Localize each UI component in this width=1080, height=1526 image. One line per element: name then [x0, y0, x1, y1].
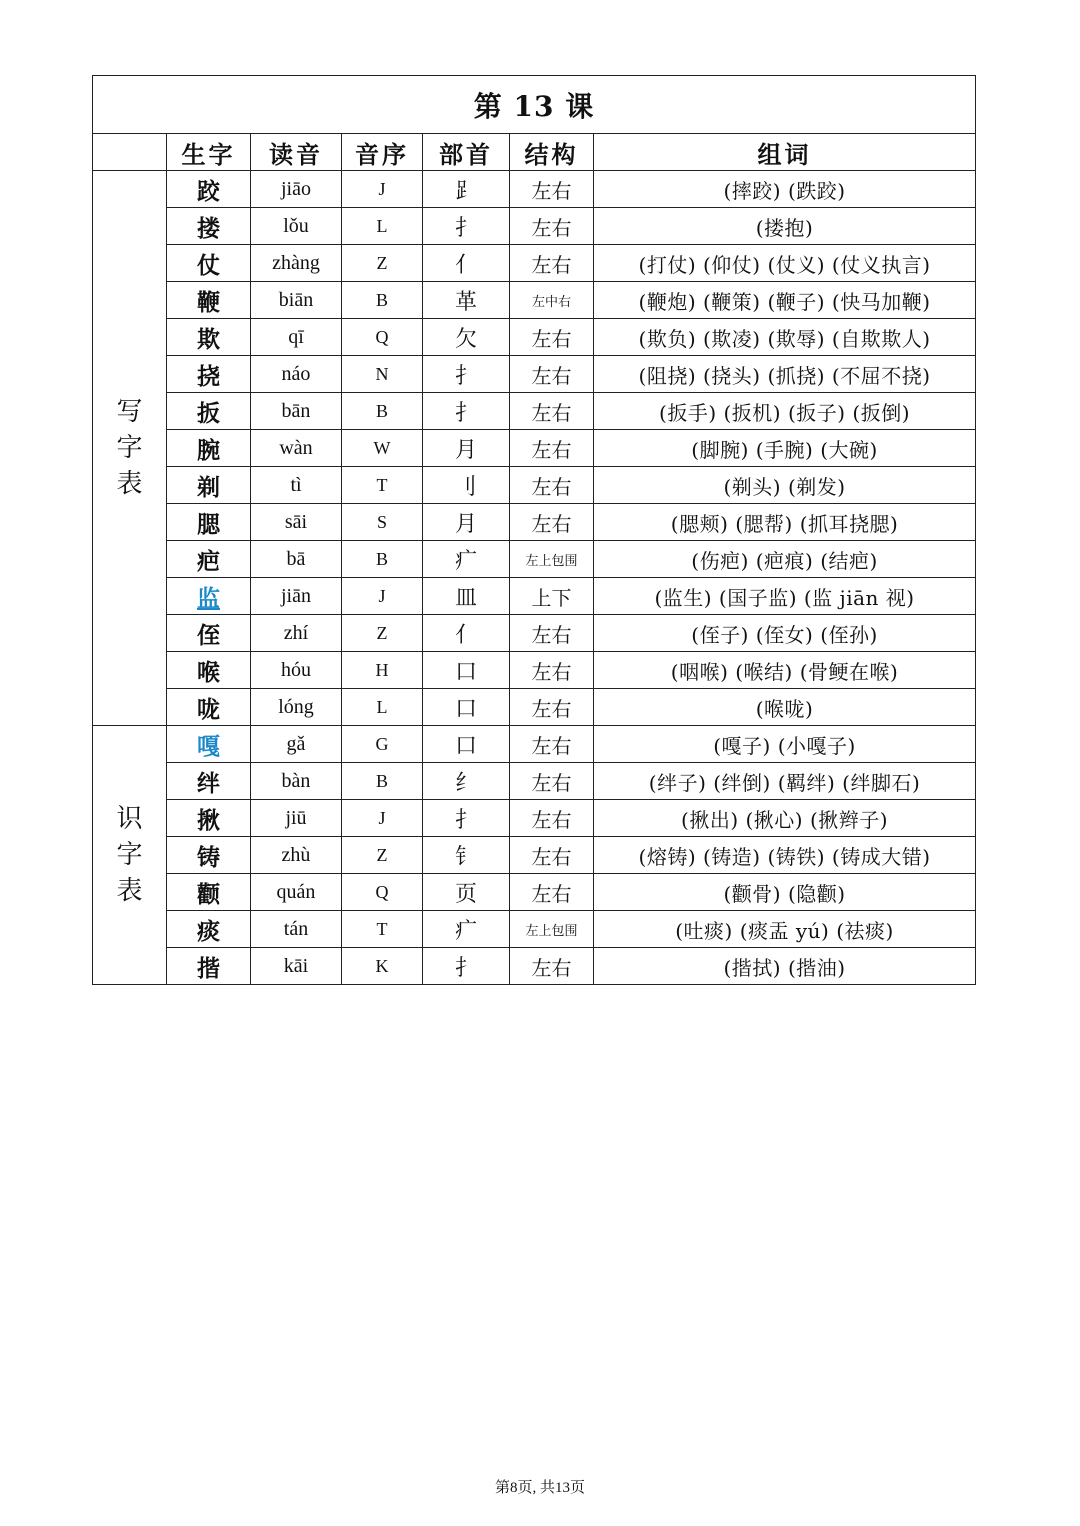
structure-cell: 左右	[510, 356, 594, 393]
pinyin-cell: lóng	[251, 689, 342, 726]
pinyin-cell: zhàng	[251, 245, 342, 282]
pinyin-cell: náo	[251, 356, 342, 393]
character-cell: 痰	[167, 911, 251, 948]
structure-cell: 左中右	[510, 282, 594, 319]
header-blank	[93, 134, 167, 171]
initial-letter-cell: S	[342, 504, 423, 541]
section-label-char: 写	[116, 397, 143, 427]
pinyin-cell: bā	[251, 541, 342, 578]
section-label-char: 表	[116, 469, 143, 499]
radical-cell: 口	[423, 689, 510, 726]
radical-cell: 口	[423, 726, 510, 763]
pinyin-cell: wàn	[251, 430, 342, 467]
pinyin-cell: jiū	[251, 800, 342, 837]
character-cell: 咙	[167, 689, 251, 726]
table-row	[93, 245, 976, 282]
pinyin-cell: kāi	[251, 948, 342, 985]
pinyin-cell: bàn	[251, 763, 342, 800]
words-cell: (腮颊) (腮帮) (抓耳挠腮)	[594, 504, 976, 541]
initial-letter-cell: B	[342, 763, 423, 800]
pinyin-cell: jiāo	[251, 171, 342, 208]
words-cell: (吐痰) (痰盂 yú) (祛痰)	[594, 911, 976, 948]
radical-cell: 扌	[423, 208, 510, 245]
words-cell: (喉咙)	[594, 689, 976, 726]
structure-cell: 左右	[510, 467, 594, 504]
section-label-char: 识	[116, 804, 143, 834]
table-row	[93, 282, 976, 319]
radical-cell: 疒	[423, 541, 510, 578]
pinyin-cell: gǎ	[251, 726, 342, 763]
character-cell: 揩	[167, 948, 251, 985]
character-cell: 剃	[167, 467, 251, 504]
words-cell: (咽喉) (喉结) (骨鲠在喉)	[594, 652, 976, 689]
character-cell: 嘎	[167, 726, 251, 763]
structure-cell: 左右	[510, 208, 594, 245]
pinyin-cell: jiān	[251, 578, 342, 615]
initial-letter-cell: B	[342, 282, 423, 319]
initial-letter-cell: J	[342, 800, 423, 837]
pinyin-cell: bān	[251, 393, 342, 430]
character-cell: 腮	[167, 504, 251, 541]
initial-letter-cell: H	[342, 652, 423, 689]
structure-cell: 左右	[510, 800, 594, 837]
radical-cell: ⻊	[423, 171, 510, 208]
structure-cell: 左右	[510, 615, 594, 652]
words-cell: (熔铸) (铸造) (铸铁) (铸成大错)	[594, 837, 976, 874]
header-structure: 结构	[510, 134, 594, 171]
initial-letter-cell: B	[342, 541, 423, 578]
radical-cell: 月	[423, 430, 510, 467]
header-words: 组词	[594, 134, 976, 171]
radical-cell: 月	[423, 504, 510, 541]
radical-cell: 口	[423, 652, 510, 689]
table-row	[93, 948, 976, 985]
character-cell: 颧	[167, 874, 251, 911]
structure-cell: 左右	[510, 726, 594, 763]
section-label-recognition	[93, 726, 167, 985]
words-cell: (打仗) (仰仗) (仗义) (仗义执言)	[594, 245, 976, 282]
initial-letter-cell: K	[342, 948, 423, 985]
table-row	[93, 578, 976, 615]
section-label-char: 表	[116, 876, 143, 906]
table-row	[93, 800, 976, 837]
initial-letter-cell: W	[342, 430, 423, 467]
header-row	[93, 134, 976, 171]
initial-letter-cell: T	[342, 467, 423, 504]
pinyin-cell: qī	[251, 319, 342, 356]
character-cell: 跤	[167, 171, 251, 208]
radical-cell: 纟	[423, 763, 510, 800]
radical-cell: 扌	[423, 356, 510, 393]
initial-letter-cell: T	[342, 911, 423, 948]
table-row	[93, 430, 976, 467]
radical-cell: 扌	[423, 393, 510, 430]
initial-letter-cell: L	[342, 208, 423, 245]
page-footer: 第8页, 共13页	[494, 1480, 585, 1496]
words-cell: (摔跤) (跌跤)	[594, 171, 976, 208]
words-cell: (揪出) (揪心) (揪辫子)	[594, 800, 976, 837]
header-radical: 部首	[423, 134, 510, 171]
character-cell: 监	[167, 578, 251, 615]
structure-cell: 左上包围	[510, 911, 594, 948]
header-character: 生字	[167, 134, 251, 171]
words-cell: (扳手) (扳机) (扳子) (扳倒)	[594, 393, 976, 430]
character-cell: 挠	[167, 356, 251, 393]
structure-cell: 左右	[510, 171, 594, 208]
structure-cell: 左右	[510, 763, 594, 800]
character-cell: 腕	[167, 430, 251, 467]
words-cell: (监生) (国子监) (监 jiān 视)	[594, 578, 976, 615]
initial-letter-cell: Q	[342, 874, 423, 911]
character-cell: 搂	[167, 208, 251, 245]
radical-cell: 皿	[423, 578, 510, 615]
initial-letter-cell: Z	[342, 615, 423, 652]
table-row	[93, 356, 976, 393]
structure-cell: 左右	[510, 245, 594, 282]
header-initial-letter: 音序	[342, 134, 423, 171]
words-cell: (揩拭) (揩油)	[594, 948, 976, 985]
pinyin-cell: biān	[251, 282, 342, 319]
pinyin-cell: quán	[251, 874, 342, 911]
character-cell: 侄	[167, 615, 251, 652]
initial-letter-cell: L	[342, 689, 423, 726]
character-cell: 铸	[167, 837, 251, 874]
initial-letter-cell: Q	[342, 319, 423, 356]
table-row	[93, 689, 976, 726]
structure-cell: 左右	[510, 652, 594, 689]
pinyin-cell: hóu	[251, 652, 342, 689]
words-cell: (颧骨) (隐颧)	[594, 874, 976, 911]
character-cell: 揪	[167, 800, 251, 837]
table-row	[93, 504, 976, 541]
initial-letter-cell: J	[342, 171, 423, 208]
pinyin-cell: tì	[251, 467, 342, 504]
words-cell: (侄子) (侄女) (侄孙)	[594, 615, 976, 652]
pinyin-cell: zhù	[251, 837, 342, 874]
radical-cell: 疒	[423, 911, 510, 948]
structure-cell: 左右	[510, 319, 594, 356]
structure-cell: 左右	[510, 837, 594, 874]
table-row	[93, 763, 976, 800]
pinyin-cell: lǒu	[251, 208, 342, 245]
table-row	[93, 615, 976, 652]
radical-cell: 亻	[423, 615, 510, 652]
table-row	[93, 652, 976, 689]
lesson-title: 第 13 课	[93, 76, 976, 134]
table-row	[93, 541, 976, 578]
section-label-writing	[93, 171, 167, 726]
structure-cell: 左右	[510, 430, 594, 467]
header-pronunciation: 读音	[251, 134, 342, 171]
vocabulary-table	[92, 75, 976, 985]
table-row	[93, 467, 976, 504]
words-cell: (鞭炮) (鞭策) (鞭子) (快马加鞭)	[594, 282, 976, 319]
character-cell: 绊	[167, 763, 251, 800]
structure-cell: 左右	[510, 874, 594, 911]
radical-cell: 扌	[423, 948, 510, 985]
words-cell: (搂抱)	[594, 208, 976, 245]
initial-letter-cell: Z	[342, 245, 423, 282]
table-row	[93, 911, 976, 948]
words-cell: (脚腕) (手腕) (大碗)	[594, 430, 976, 467]
pinyin-cell: tán	[251, 911, 342, 948]
character-cell: 欺	[167, 319, 251, 356]
words-cell: (伤疤) (疤痕) (结疤)	[594, 541, 976, 578]
initial-letter-cell: Z	[342, 837, 423, 874]
lesson-title-row	[93, 76, 976, 134]
character-cell: 疤	[167, 541, 251, 578]
radical-cell: 欠	[423, 319, 510, 356]
words-cell: (剃头) (剃发)	[594, 467, 976, 504]
structure-cell: 左右	[510, 948, 594, 985]
table-row	[93, 319, 976, 356]
table-row	[93, 726, 976, 763]
structure-cell: 左上包围	[510, 541, 594, 578]
words-cell: (嘎子) (小嘎子)	[594, 726, 976, 763]
initial-letter-cell: N	[342, 356, 423, 393]
pinyin-cell: sāi	[251, 504, 342, 541]
character-cell: 扳	[167, 393, 251, 430]
radical-cell: 页	[423, 874, 510, 911]
structure-cell: 左右	[510, 689, 594, 726]
table-row	[93, 393, 976, 430]
words-cell: (阻挠) (挠头) (抓挠) (不屈不挠)	[594, 356, 976, 393]
initial-letter-cell: G	[342, 726, 423, 763]
radical-cell: 革	[423, 282, 510, 319]
radical-cell: 刂	[423, 467, 510, 504]
character-cell: 仗	[167, 245, 251, 282]
table-row	[93, 208, 976, 245]
radical-cell: 扌	[423, 800, 510, 837]
structure-cell: 左右	[510, 393, 594, 430]
character-cell: 鞭	[167, 282, 251, 319]
table-row	[93, 874, 976, 911]
section-label-char: 字	[116, 840, 143, 870]
table-row	[93, 171, 976, 208]
section-label-char: 字	[116, 433, 143, 463]
structure-cell: 上下	[510, 578, 594, 615]
words-cell: (欺负) (欺凌) (欺辱) (自欺欺人)	[594, 319, 976, 356]
structure-cell: 左右	[510, 504, 594, 541]
words-cell: (绊子) (绊倒) (羁绊) (绊脚石)	[594, 763, 976, 800]
radical-cell: 钅	[423, 837, 510, 874]
character-cell: 喉	[167, 652, 251, 689]
initial-letter-cell: B	[342, 393, 423, 430]
pinyin-cell: zhí	[251, 615, 342, 652]
radical-cell: 亻	[423, 245, 510, 282]
table-row	[93, 837, 976, 874]
initial-letter-cell: J	[342, 578, 423, 615]
